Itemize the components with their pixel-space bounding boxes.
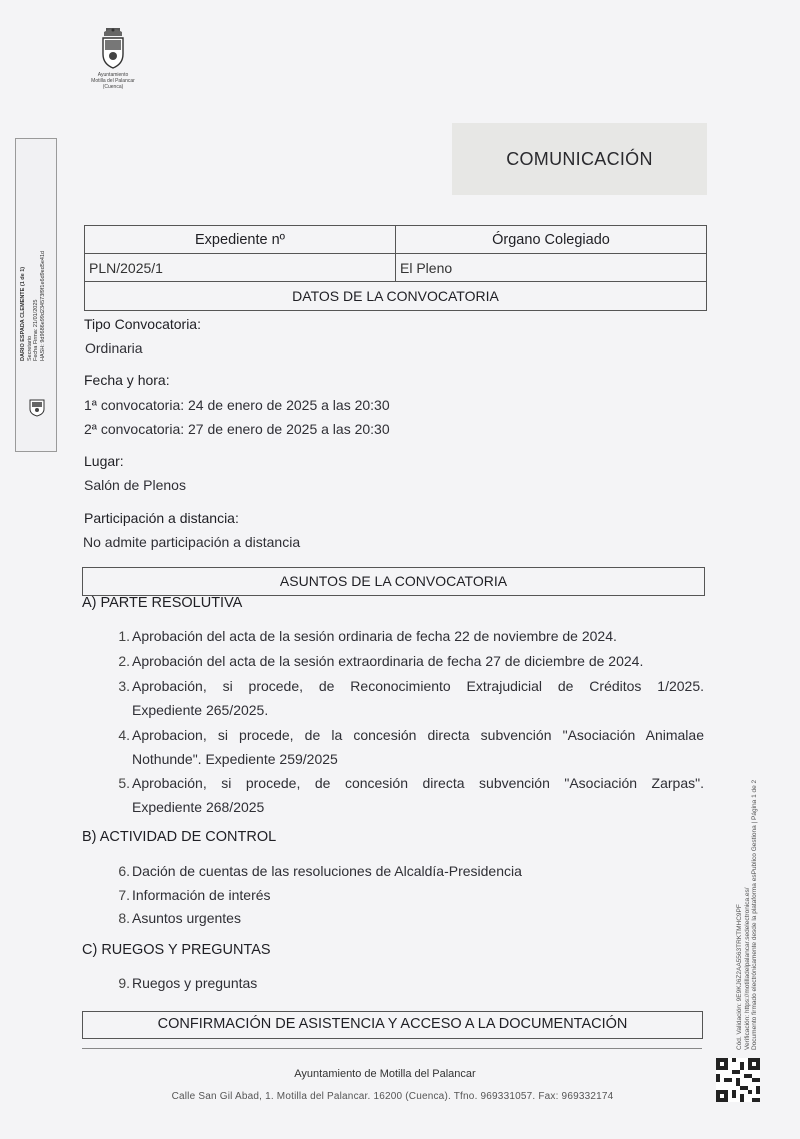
item-number: 8. xyxy=(118,910,130,926)
item-text: Dación de cuentas de las resoluciones de Alcaldía-Presidencia xyxy=(132,863,522,879)
tipo-value: Ordinaria xyxy=(85,340,143,356)
footer-address: Calle San Gil Abad, 1. Motilla del Palancar. 16200 (Cuenca). Tfno. 969331057. Fax: 969332174 xyxy=(171,1091,614,1102)
organo-header: Órgano Colegiado xyxy=(396,226,707,254)
signature-text xyxy=(20,141,46,361)
section-c-heading: C) RUEGOS Y PREGUNTAS xyxy=(82,942,271,958)
signature-hash: HASH: 9d9686e99d234573f9f1e6d9ed5e41d xyxy=(39,250,46,361)
document-title: COMUNICACIÓN xyxy=(452,123,707,195)
item-text: Aprobación del acta de la sesión extraordinaria de fecha 27 de diciembre de 2024. xyxy=(132,653,644,669)
item-continuation: Expediente 268/2025 xyxy=(132,799,265,815)
item-text: Aprobación del acta de la sesión ordinaria de fecha 22 de noviembre de 2024. xyxy=(132,628,617,644)
item-text: Aprobacion, si procede, de la concesión directa subvención "Asociación Animalae xyxy=(132,727,704,743)
qr-code-icon xyxy=(716,1058,760,1102)
list-item xyxy=(110,649,704,673)
item-text: Ruegos y preguntas xyxy=(132,975,258,991)
participacion-value: No admite participación a distancia xyxy=(83,534,301,550)
item-number: 6. xyxy=(118,863,130,879)
coat-of-arms-icon xyxy=(98,26,128,70)
item-number: 1. xyxy=(118,628,130,644)
item-number: 5. xyxy=(118,775,130,791)
item-text: Asuntos urgentes xyxy=(132,910,241,926)
verification-url: Verificación: https://motilladelpalancar.sedelectronica.es/ xyxy=(743,887,751,1050)
signer-role: Secretario xyxy=(26,335,33,361)
signature-crest-icon xyxy=(29,397,45,417)
list-item xyxy=(110,674,704,722)
item-number: 7. xyxy=(118,887,130,903)
lugar-label: Lugar: xyxy=(84,453,124,469)
footer-organization: Ayuntamiento de Motilla del Palancar xyxy=(294,1068,476,1080)
item-number: 9. xyxy=(118,975,130,991)
crest-line-2: Motilla del Palancar xyxy=(91,78,135,84)
fecha-segunda: 2ª convocatoria: 27 de enero de 2025 a las 20:30 xyxy=(84,421,390,437)
crest-line-1: Ayuntamiento xyxy=(97,72,129,78)
asuntos-heading: ASUNTOS DE LA CONVOCATORIA xyxy=(82,567,705,596)
signature-date: Fecha Firma: 21/01/2025 xyxy=(33,299,39,361)
expediente-value: PLN/2025/1 xyxy=(85,254,396,282)
item-text: Aprobación, si procede, de concesión directa subvención "Asociación Zarpas". xyxy=(132,775,704,791)
list-item xyxy=(110,771,704,819)
list-item xyxy=(110,624,704,648)
municipal-crest xyxy=(88,26,138,90)
lugar-value: Salón de Plenos xyxy=(84,477,186,493)
item-text: Información de interés xyxy=(132,887,271,903)
section-b-heading: B) ACTIVIDAD DE CONTROL xyxy=(82,829,277,845)
fecha-primera: 1ª convocatoria: 24 de enero de 2025 a las 20:30 xyxy=(84,397,390,413)
item-number: 4. xyxy=(118,727,130,743)
verification-text xyxy=(736,690,759,1050)
list-item xyxy=(110,883,704,907)
item-number: 3. xyxy=(118,678,130,694)
signature-strip xyxy=(15,138,57,452)
footer-divider xyxy=(82,1048,702,1049)
organo-value: El Pleno xyxy=(396,254,707,282)
datos-convocatoria-heading: DATOS DE LA CONVOCATORIA xyxy=(85,282,707,311)
item-text: Aprobación, si procede, de Reconocimiento Extrajudicial de Créditos 1/2025. xyxy=(132,678,704,694)
list-item xyxy=(110,723,704,771)
confirmacion-heading: CONFIRMACIÓN DE ASISTENCIA Y ACCESO A LA DOCUMENTACIÓN xyxy=(82,1011,703,1039)
platform-note: Documento firmado electrónicamente desde la plataforma esPublico Gestiona | Página 1 de 2 xyxy=(751,779,758,1050)
participacion-label: Participación a distancia: xyxy=(84,510,239,526)
crest-line-3: (Cuenca) xyxy=(102,84,124,90)
fecha-label: Fecha y hora: xyxy=(84,372,170,388)
list-item xyxy=(110,971,704,995)
signer-name: DARIO ESPADA CLEMENTE (1 de 1) xyxy=(20,266,26,361)
item-number: 2. xyxy=(118,653,130,669)
section-a-heading: A) PARTE RESOLUTIVA xyxy=(82,595,243,611)
expediente-header: Expediente nº xyxy=(85,226,396,254)
expediente-table xyxy=(84,225,707,311)
item-continuation: Expediente 265/2025. xyxy=(132,702,269,718)
list-item xyxy=(110,859,704,883)
item-continuation: Nothunde". Expediente 259/2025 xyxy=(132,751,338,767)
tipo-label: Tipo Convocatoria: xyxy=(84,316,201,332)
list-item xyxy=(110,906,704,930)
validation-code: Cód. Validación: 9E9KJ6Z2AA5563TRKTMHC9PF xyxy=(736,904,743,1050)
